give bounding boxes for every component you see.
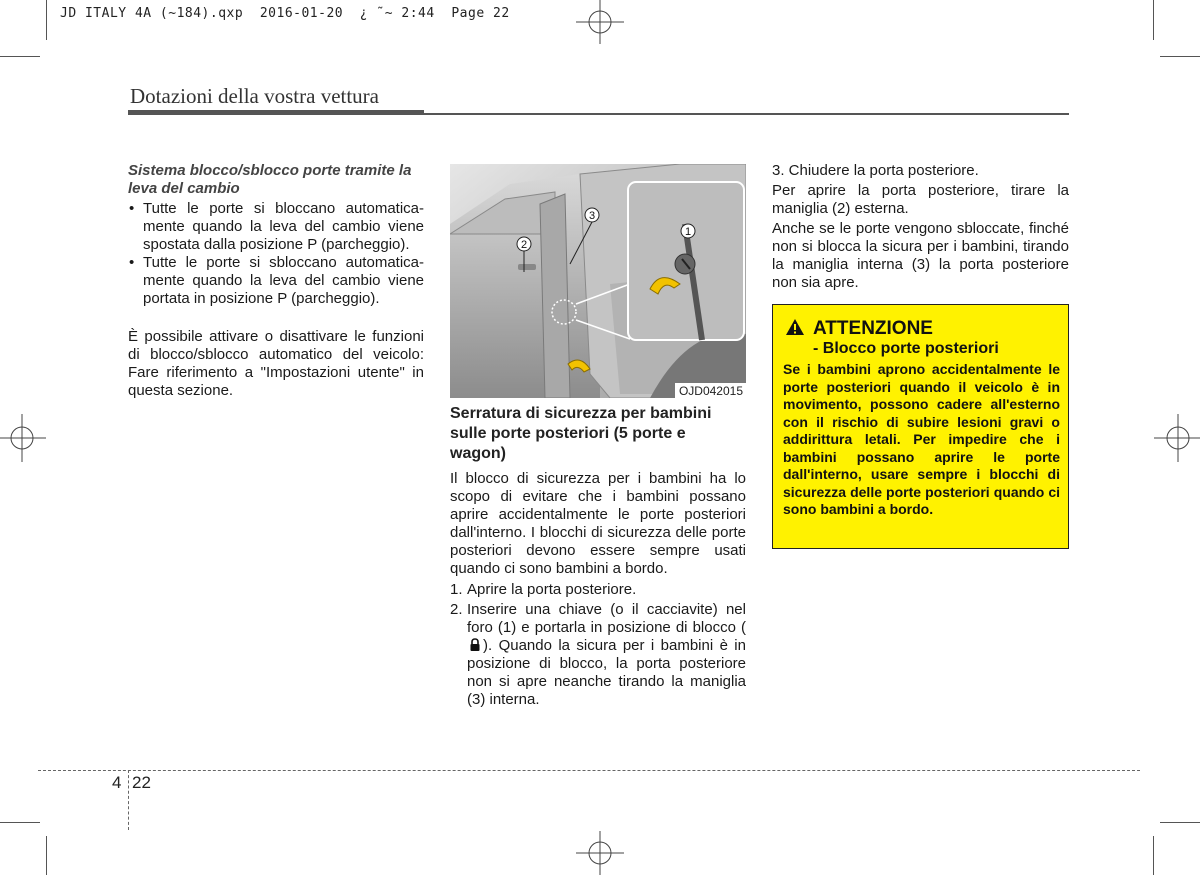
page-number: 22 — [132, 773, 151, 792]
registration-mark-left — [0, 414, 46, 462]
warning-title: ATTENZIONE — [813, 318, 933, 339]
file-info-line: JD ITALY 4A (~184).qxp 2016-01-20 ¿ ˜~ 2:44 Page 22 — [60, 6, 510, 21]
list-item: • Tutte le porte si sbloccano automatica-mente quando la leva del cambio viene portata in posizione P (parcheggio). — [129, 254, 424, 307]
callout-1 — [681, 224, 695, 238]
registration-mark-bottom — [576, 831, 624, 875]
car-door-illustration — [450, 164, 746, 398]
section-title: Dotazioni della vostra vettura — [130, 84, 379, 108]
crop-mark — [1153, 0, 1154, 40]
registration-mark-top — [576, 0, 624, 44]
title-rule-thick — [128, 110, 424, 115]
crop-mark — [1160, 822, 1200, 823]
svg-text:2: 2 — [520, 239, 528, 251]
crop-mark — [46, 836, 47, 875]
paragraph: Per aprire la porta posteriore, tirare la maniglia (2) esterna. — [772, 182, 1069, 217]
svg-text:3: 3 — [588, 210, 596, 222]
steps-list — [450, 581, 746, 709]
left-column — [128, 162, 424, 400]
warning-text: Se i bambini aprono accidentalmente le porte posteriori quando il veicolo è in movimento, possono cadere all'esterno con il rischio di subire lesioni gravi o addirittura letali. Per impedire che i bambini possano aprire le porte dall'interno, usare sempre i blocchi di sicurezza delle porte posteriori quando ci sono bambini a bordo. — [783, 361, 1060, 517]
lock-icon — [469, 638, 481, 652]
paragraph: Il blocco di sicurezza per i bambini ha lo scopo di evitare che i bambini possano aprire accidentalmente le porte posteriori dall'interno. I blocchi di sicurezza delle porte posteriori devono essere sempre usati quando ci sono bambini a bordo. — [450, 470, 746, 577]
chapter-number: 4 — [112, 773, 122, 792]
section-heading: Serratura di sicurezza per bambini sulle porte posteriori (5 porte e wagon) — [450, 405, 712, 462]
title-rule-thin — [424, 113, 1069, 115]
list-item: 1. Aprire la porta posteriore. — [450, 581, 637, 598]
child-lock-figure — [450, 164, 746, 398]
paragraph: Anche se le porte vengono sbloccate, finché non si blocca la sicura per i bambini, tirando la maniglia interna (3) la porta posteriore non sia apre. — [772, 220, 1069, 291]
warning-subtitle: - Blocco porte posteriori — [813, 340, 999, 357]
middle-column — [450, 404, 746, 711]
step-3: 3. Chiudere la porta posteriore. — [772, 162, 979, 179]
subheading: Sistema blocco/sblocco porte tramite la leva del cambio — [128, 162, 412, 197]
list-item: • Tutte le porte si bloccano automatica-mente quando la leva del cambio viene spostata dalla posizione P (parcheggio). — [129, 200, 424, 253]
warning-box — [772, 304, 1069, 549]
svg-text:1: 1 — [684, 226, 692, 238]
paragraph: È possibile attivare o disattivare le funzioni di blocco/sblocco automatico del veicolo: Fare riferimento a "Impostazioni utente" in questa sezione. — [128, 328, 424, 399]
crop-mark — [1153, 836, 1154, 875]
crop-mark — [0, 56, 40, 57]
footer-divider — [128, 770, 129, 830]
callout-3 — [585, 208, 599, 222]
crop-mark — [0, 822, 40, 823]
list-item: 2. Inserire una chiave (o il cacciavite) nel foro (1) e portarla in posizione di blocco (). Quando la sicura per i bambini è in posizione di blocco, la porta posteriore non si apre neanche tirando la maniglia (3) interna. — [450, 601, 746, 708]
right-column — [772, 162, 1069, 292]
bullet-list — [128, 200, 424, 308]
figure-code: OJD042015 — [675, 383, 746, 398]
crop-mark — [46, 0, 47, 40]
crop-mark — [1160, 56, 1200, 57]
registration-mark-right — [1154, 414, 1200, 462]
footer-rule — [38, 770, 1140, 771]
callout-2 — [517, 237, 531, 251]
warning-icon — [785, 318, 805, 336]
